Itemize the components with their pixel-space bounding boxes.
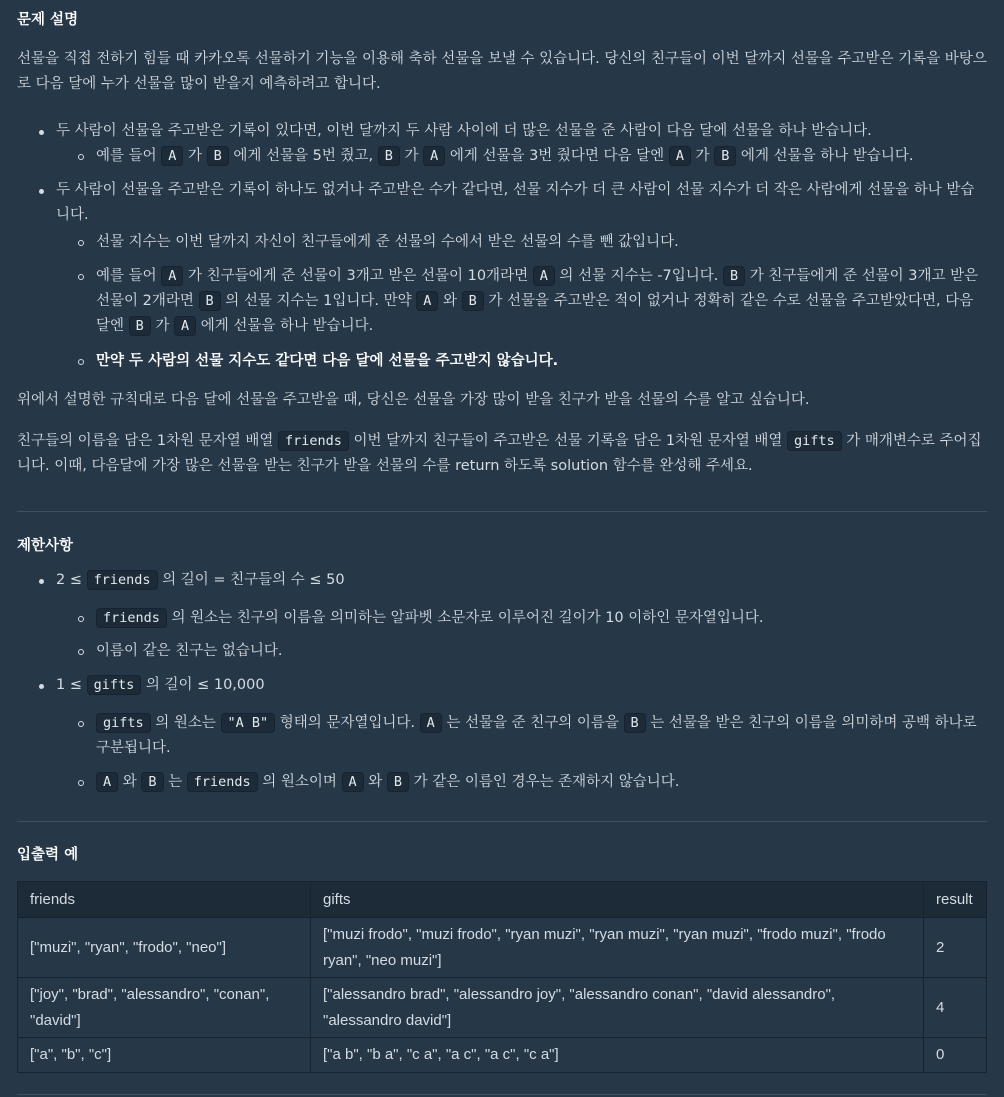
constraint-item: 1 ≤ gifts 의 길이 ≤ 10,000: [17, 673, 987, 698]
code-inline: A: [669, 146, 691, 166]
table-row: [18, 1038, 987, 1073]
cell-gifts: ["a b", "b a", "c a", "a c", "a c", "c a"]: [311, 1038, 924, 1073]
rule-text: 두 사람이 선물을 주고받은 기록이 있다면, 이번 달까지 두 사람 사이에 더 많은 선물을 준 사람이 다음 달에 선물을 하나 받습니다.: [56, 123, 872, 139]
constraint-subitem: gifts 의 원소는 "A B" 형태의 문자열입니다. A 는 선물을 준 친구의 이름을 B 는 선물을 받은 친구의 이름을 의미하며 공백 하나로 구분됩니다.: [56, 711, 987, 761]
code-inline: B: [141, 772, 163, 792]
code-inline: A: [420, 713, 442, 733]
code-inline: B: [462, 291, 484, 311]
code-inline: B: [387, 772, 409, 792]
rule-definition: 선물 지수는 이번 달까지 자신이 친구들에게 준 선물의 수에서 받은 선물의 수를 뺀 값입니다.: [56, 230, 987, 255]
section-heading-examples: 입출력 예: [17, 847, 79, 863]
rule-example: 예를 들어 A 가 친구들에게 준 선물이 3개고 받은 선물이 10개라면 A 의 선물 지수는 -7입니다. B 가 친구들에게 준 선물이 3개고 받은 선물이 2개라면 B 의 선물 지수는 1입니다. 만약 A 와 B 가 선물을 주고받은 적이 없거나 정확히 같은 수로 선물을 주고받았다면, 다음 달엔 B 가 A 에게 선물을 하나 받습니다.: [56, 264, 987, 339]
constraint-sublist: [17, 770, 987, 795]
column-header-friends: friends: [18, 882, 311, 918]
constraint-subitem: friends 의 원소는 친구의 이름을 의미하는 알파벳 소문자로 이루어진 길이가 10 이하인 문자열입니다.: [56, 606, 987, 631]
code-inline: A: [416, 291, 438, 311]
code-inline: B: [624, 713, 646, 733]
rule-text: 두 사람이 선물을 주고받은 기록이 하나도 없거나 주고받은 수가 같다면, 선물 지수가 더 큰 사람이 선물 지수가 더 작은 사람에게 선물을 하나 받습니다.: [56, 182, 975, 223]
constraint-sublist: [17, 639, 987, 664]
paragraph-goal: 위에서 설명한 규칙대로 다음 달에 선물을 주고받을 때, 당신은 선물을 가장 많이 받을 친구가 받을 선물의 수를 알고 싶습니다.: [17, 392, 810, 408]
section-heading-constraints: 제한사항: [17, 538, 74, 554]
code-inline: B: [378, 146, 400, 166]
cell-gifts: ["alessandro brad", "alessandro joy", "alessandro conan", "david alessandro", "alessandro david"]: [311, 978, 924, 1038]
rule-sublist: [17, 230, 987, 255]
examples-table-wrap: [17, 881, 987, 1073]
section-divider: [17, 1094, 987, 1095]
section-divider: [17, 511, 987, 512]
rule-sublist: [56, 144, 987, 169]
column-header-result: result: [924, 882, 987, 918]
cell-friends: ["joy", "brad", "alessandro", "conan", "david"]: [18, 978, 311, 1038]
cell-gifts: ["muzi frodo", "muzi frodo", "ryan muzi", "ryan muzi", "ryan muzi", "frodo muzi", "frodo ryan", "neo muzi"]: [311, 918, 924, 978]
table-row: [18, 918, 987, 978]
code-inline: B: [129, 316, 151, 336]
code-inline: A: [96, 772, 118, 792]
cell-friends: ["muzi", "ryan", "frodo", "neo"]: [18, 918, 311, 978]
constraint-sublist: [17, 606, 987, 631]
constraints-list-1: [17, 568, 987, 593]
rule-sublist-bold: [17, 349, 987, 374]
code-inline: B: [207, 146, 229, 166]
code-inline: friends: [278, 431, 349, 451]
examples-table: [17, 881, 987, 1073]
code-inline: friends: [96, 608, 167, 628]
intro-paragraph: 선물을 직접 전하기 힘들 때 카카오톡 선물하기 기능을 이용해 축하 선물을 보낼 수 있습니다. 당신의 친구들이 이번 달까지 선물을 주고받은 기록을 바탕으로 다음 달에 누가 선물을 많이 받을지 예측하려고 합니다.: [17, 51, 987, 92]
constraint-subitem: 이름이 같은 친구는 없습니다.: [56, 639, 987, 664]
code-inline: A: [423, 146, 445, 166]
rule-item: [17, 178, 987, 228]
constraint-item: 2 ≤ friends 의 길이 = 친구들의 수 ≤ 50: [17, 568, 987, 593]
cell-result: 4: [924, 978, 987, 1038]
code-inline: B: [723, 266, 745, 286]
code-inline: A: [161, 266, 183, 286]
constraint-sublist: [17, 711, 987, 761]
code-inline: B: [199, 291, 221, 311]
code-inline: A: [161, 146, 183, 166]
code-inline: B: [714, 146, 736, 166]
cell-friends: ["a", "b", "c"]: [18, 1038, 311, 1073]
cell-result: 0: [924, 1038, 987, 1073]
section-divider: [17, 821, 987, 822]
code-inline: friends: [187, 772, 258, 792]
code-inline: A: [174, 316, 196, 336]
table-header-row: [18, 882, 987, 918]
rule-bold-note: 만약 두 사람의 선물 지수도 같다면 다음 달에 선물을 주고받지 않습니다.: [56, 349, 987, 374]
code-inline: gifts: [96, 713, 151, 733]
rules-list: [17, 119, 987, 169]
code-inline: gifts: [87, 675, 142, 695]
column-header-gifts: gifts: [311, 882, 924, 918]
cell-result: 2: [924, 918, 987, 978]
rule-item: [17, 119, 987, 169]
rules-list-2: [17, 178, 987, 228]
table-row: [18, 978, 987, 1038]
section-heading-description: 문제 설명: [17, 12, 79, 28]
code-inline: A: [533, 266, 555, 286]
rule-example: 예를 들어 A 가 B 에게 선물을 5번 줬고, B 가 A 에게 선물을 3번 줬다면 다음 달엔 A 가 B 에게 선물을 하나 받습니다.: [56, 144, 987, 169]
rule-sublist-example: [17, 264, 987, 339]
constraints-list-2: [17, 673, 987, 698]
code-inline: friends: [87, 570, 158, 590]
code-inline: A: [342, 772, 364, 792]
code-inline: "A B": [221, 713, 276, 733]
code-inline: gifts: [787, 431, 842, 451]
paragraph-params: 친구들의 이름을 담은 1차원 문자열 배열 friends 이번 달까지 친구들이 주고받은 선물 기록을 담은 1차원 문자열 배열 gifts 가 매개변수로 주어집니다. 이때, 다음달에 가장 많은 선물을 받는 친구가 받을 선물의 수를 return 하도록 solution 함수를 완성해 주세요.: [17, 433, 982, 474]
constraint-subitem: A 와 B 는 friends 의 원소이며 A 와 B 가 같은 이름인 경우는 존재하지 않습니다.: [56, 770, 987, 795]
